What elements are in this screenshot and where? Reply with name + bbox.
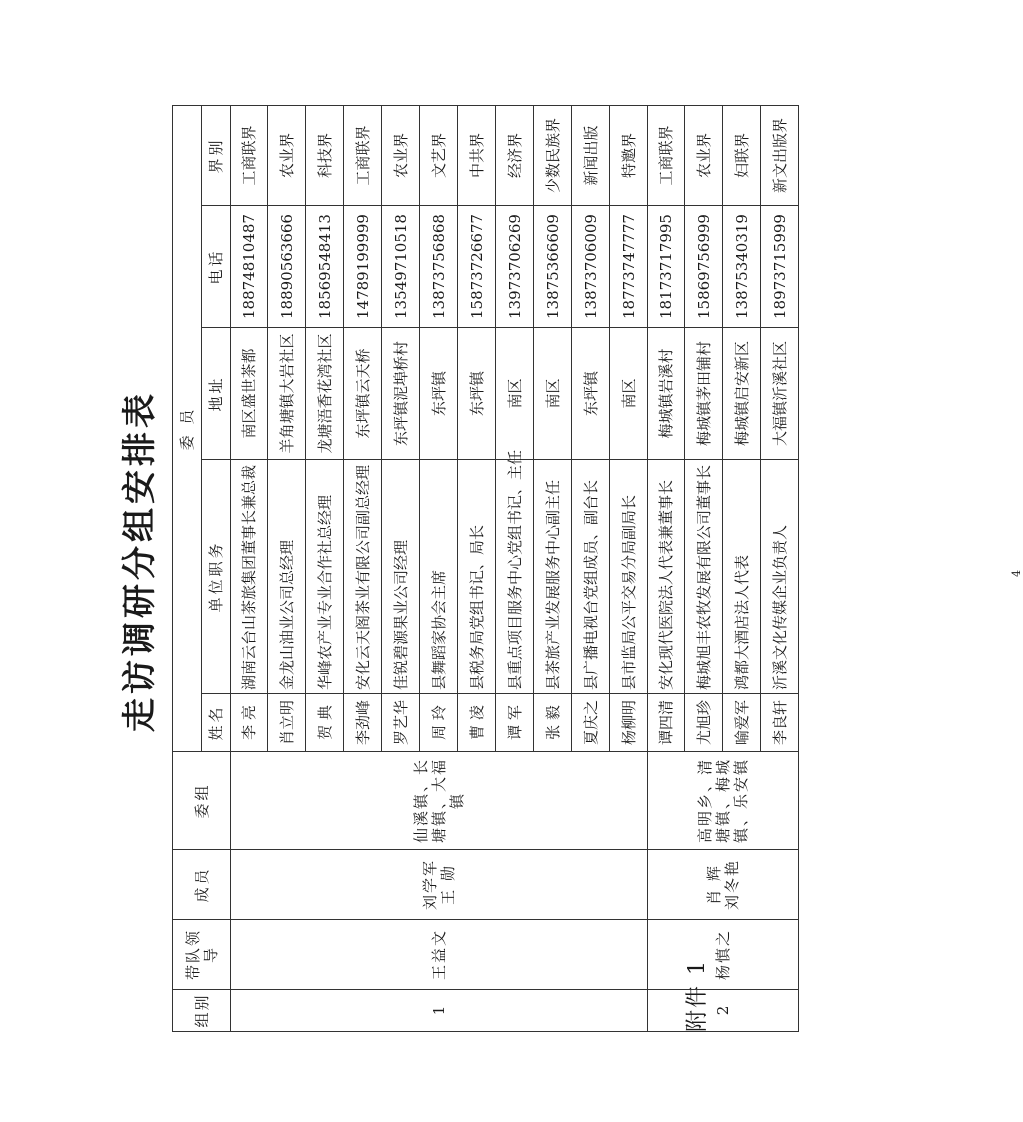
member-name: 李 亮 [231,694,268,752]
member-unit: 县市监局公平交易分局副局长 [610,460,648,694]
member-unit: 湖南云台山茶旅集团董事长兼总裁 [231,460,268,694]
group-towns: 仙溪镇、长塘镇、大福镇 [231,752,648,850]
header-group-no: 组别 [173,990,231,1032]
member-name: 杨柳明 [610,694,648,752]
member-unit: 安化云天阁茶业有限公司副总经理 [344,460,382,694]
table-row [231,106,268,1032]
member-name: 曹 凌 [458,694,496,752]
header-members: 成员 [173,850,231,920]
member-address: 东坪镇 [458,328,496,460]
member-name: 尤旭珍 [685,694,723,752]
member-unit: 华峰农产业专业合作社总经理 [306,460,344,694]
member-unit: 佳锐碧源果业公司经理 [382,460,420,694]
member-name: 罗艺华 [382,694,420,752]
member-address: 梅城镇岩溪村 [648,328,685,460]
header-sector: 界别 [202,106,231,206]
member-unit: 金龙山油业公司总经理 [268,460,306,694]
member-address: 南区盛世茶都 [231,328,268,460]
attachment-label: 附件 1 [685,959,710,1032]
member-unit: 县重点项目服务中心党组书记、主任 [496,460,534,694]
member-unit: 县广播电视台党组成员、副台长 [572,460,610,694]
member-sector: 文艺界 [420,106,458,206]
header-phone: 电话 [202,206,231,328]
member-phone: 18773747777 [610,206,648,328]
member-address: 东坪镇泥埠桥村 [382,328,420,460]
member-phone: 13549710518 [382,206,420,328]
member-sector: 工商联界 [231,106,268,206]
member-name: 李劲峰 [344,694,382,752]
member-phone: 18173717995 [648,206,685,328]
group-towns: 高明乡、清塘镇、梅城镇、乐安镇 [648,752,799,850]
member-name: 夏庆之 [572,694,610,752]
member-sector: 新闻出版 [572,106,610,206]
member-name: 谭 军 [496,694,534,752]
member-phone: 13875366609 [534,206,572,328]
member-sector: 中共界 [458,106,496,206]
member-sector: 经济界 [496,106,534,206]
member-sector: 农业界 [268,106,306,206]
member-address: 南区 [610,328,648,460]
group-members: 刘学军 王 勋 [231,850,648,920]
group-leader: 王益文 [231,920,648,990]
group-no: 2 [648,990,799,1032]
member-unit: 沂溪文化传媒企业负责人 [761,460,799,694]
header-address: 地址 [202,328,231,460]
member-name: 贺 典 [306,694,344,752]
header-name: 姓名 [202,694,231,752]
member-unit: 县茶旅产业发展服务中心副主任 [534,460,572,694]
schedule-table [172,105,799,1032]
member-phone: 13873756868 [420,206,458,328]
member-name: 喻爱军 [723,694,761,752]
member-unit: 安化现代医院法人代表兼董事长 [648,460,685,694]
member-sector: 工商联界 [344,106,382,206]
table-row [648,106,685,1032]
member-address: 羊角塘镇大岩社区 [268,328,306,460]
member-sector: 少数民族界 [534,106,572,206]
page-title: 走访调研分组安排表 [120,390,160,732]
member-address: 南区 [534,328,572,460]
member-unit: 县舞蹈家协会主席 [420,460,458,694]
member-phone: 18973715999 [761,206,799,328]
header-leader: 带队领导 [173,920,231,990]
member-address: 南区 [496,328,534,460]
member-phone: 18890563666 [268,206,306,328]
header-committee: 委 员 [173,106,202,752]
member-sector: 新文出版界 [761,106,799,206]
member-sector: 特邀界 [610,106,648,206]
member-name: 张 毅 [534,694,572,752]
member-name: 李良轩 [761,694,799,752]
member-phone: 14789199999 [344,206,382,328]
group-no: 1 [231,990,648,1032]
member-phone: 15869756999 [685,206,723,328]
header-row-top [173,106,202,1032]
member-address: 大福镇沂溪社区 [761,328,799,460]
header-towns: 委组 [173,752,231,850]
member-phone: 13875340319 [723,206,761,328]
member-sector: 农业界 [685,106,723,206]
page-number: 4 [1010,570,1023,577]
member-address: 龙塘浯香花湾社区 [306,328,344,460]
member-phone: 18569548413 [306,206,344,328]
member-name: 谭四清 [648,694,685,752]
member-name: 肖立明 [268,694,306,752]
member-sector: 工商联界 [648,106,685,206]
member-unit: 鸿都大酒店法人代表 [723,460,761,694]
member-name: 周 玲 [420,694,458,752]
member-phone: 15873726677 [458,206,496,328]
member-address: 东坪镇云天桥 [344,328,382,460]
member-sector: 科技界 [306,106,344,206]
member-phone: 13973706269 [496,206,534,328]
group-leader: 杨慎之 [648,920,799,990]
group-members: 肖 辉 刘冬艳 [648,850,799,920]
member-phone: 13873706009 [572,206,610,328]
header-unit-position: 单位职务 [202,460,231,694]
member-address: 东坪镇 [420,328,458,460]
member-unit: 县税务局党组书记、局长 [458,460,496,694]
member-address: 东坪镇 [572,328,610,460]
member-sector: 妇联界 [723,106,761,206]
member-address: 梅城镇启安新区 [723,328,761,460]
member-phone: 18874810487 [231,206,268,328]
member-address: 梅城镇茅田铺村 [685,328,723,460]
member-sector: 农业界 [382,106,420,206]
member-unit: 梅城旭丰农牧发展有限公司董事长 [685,460,723,694]
